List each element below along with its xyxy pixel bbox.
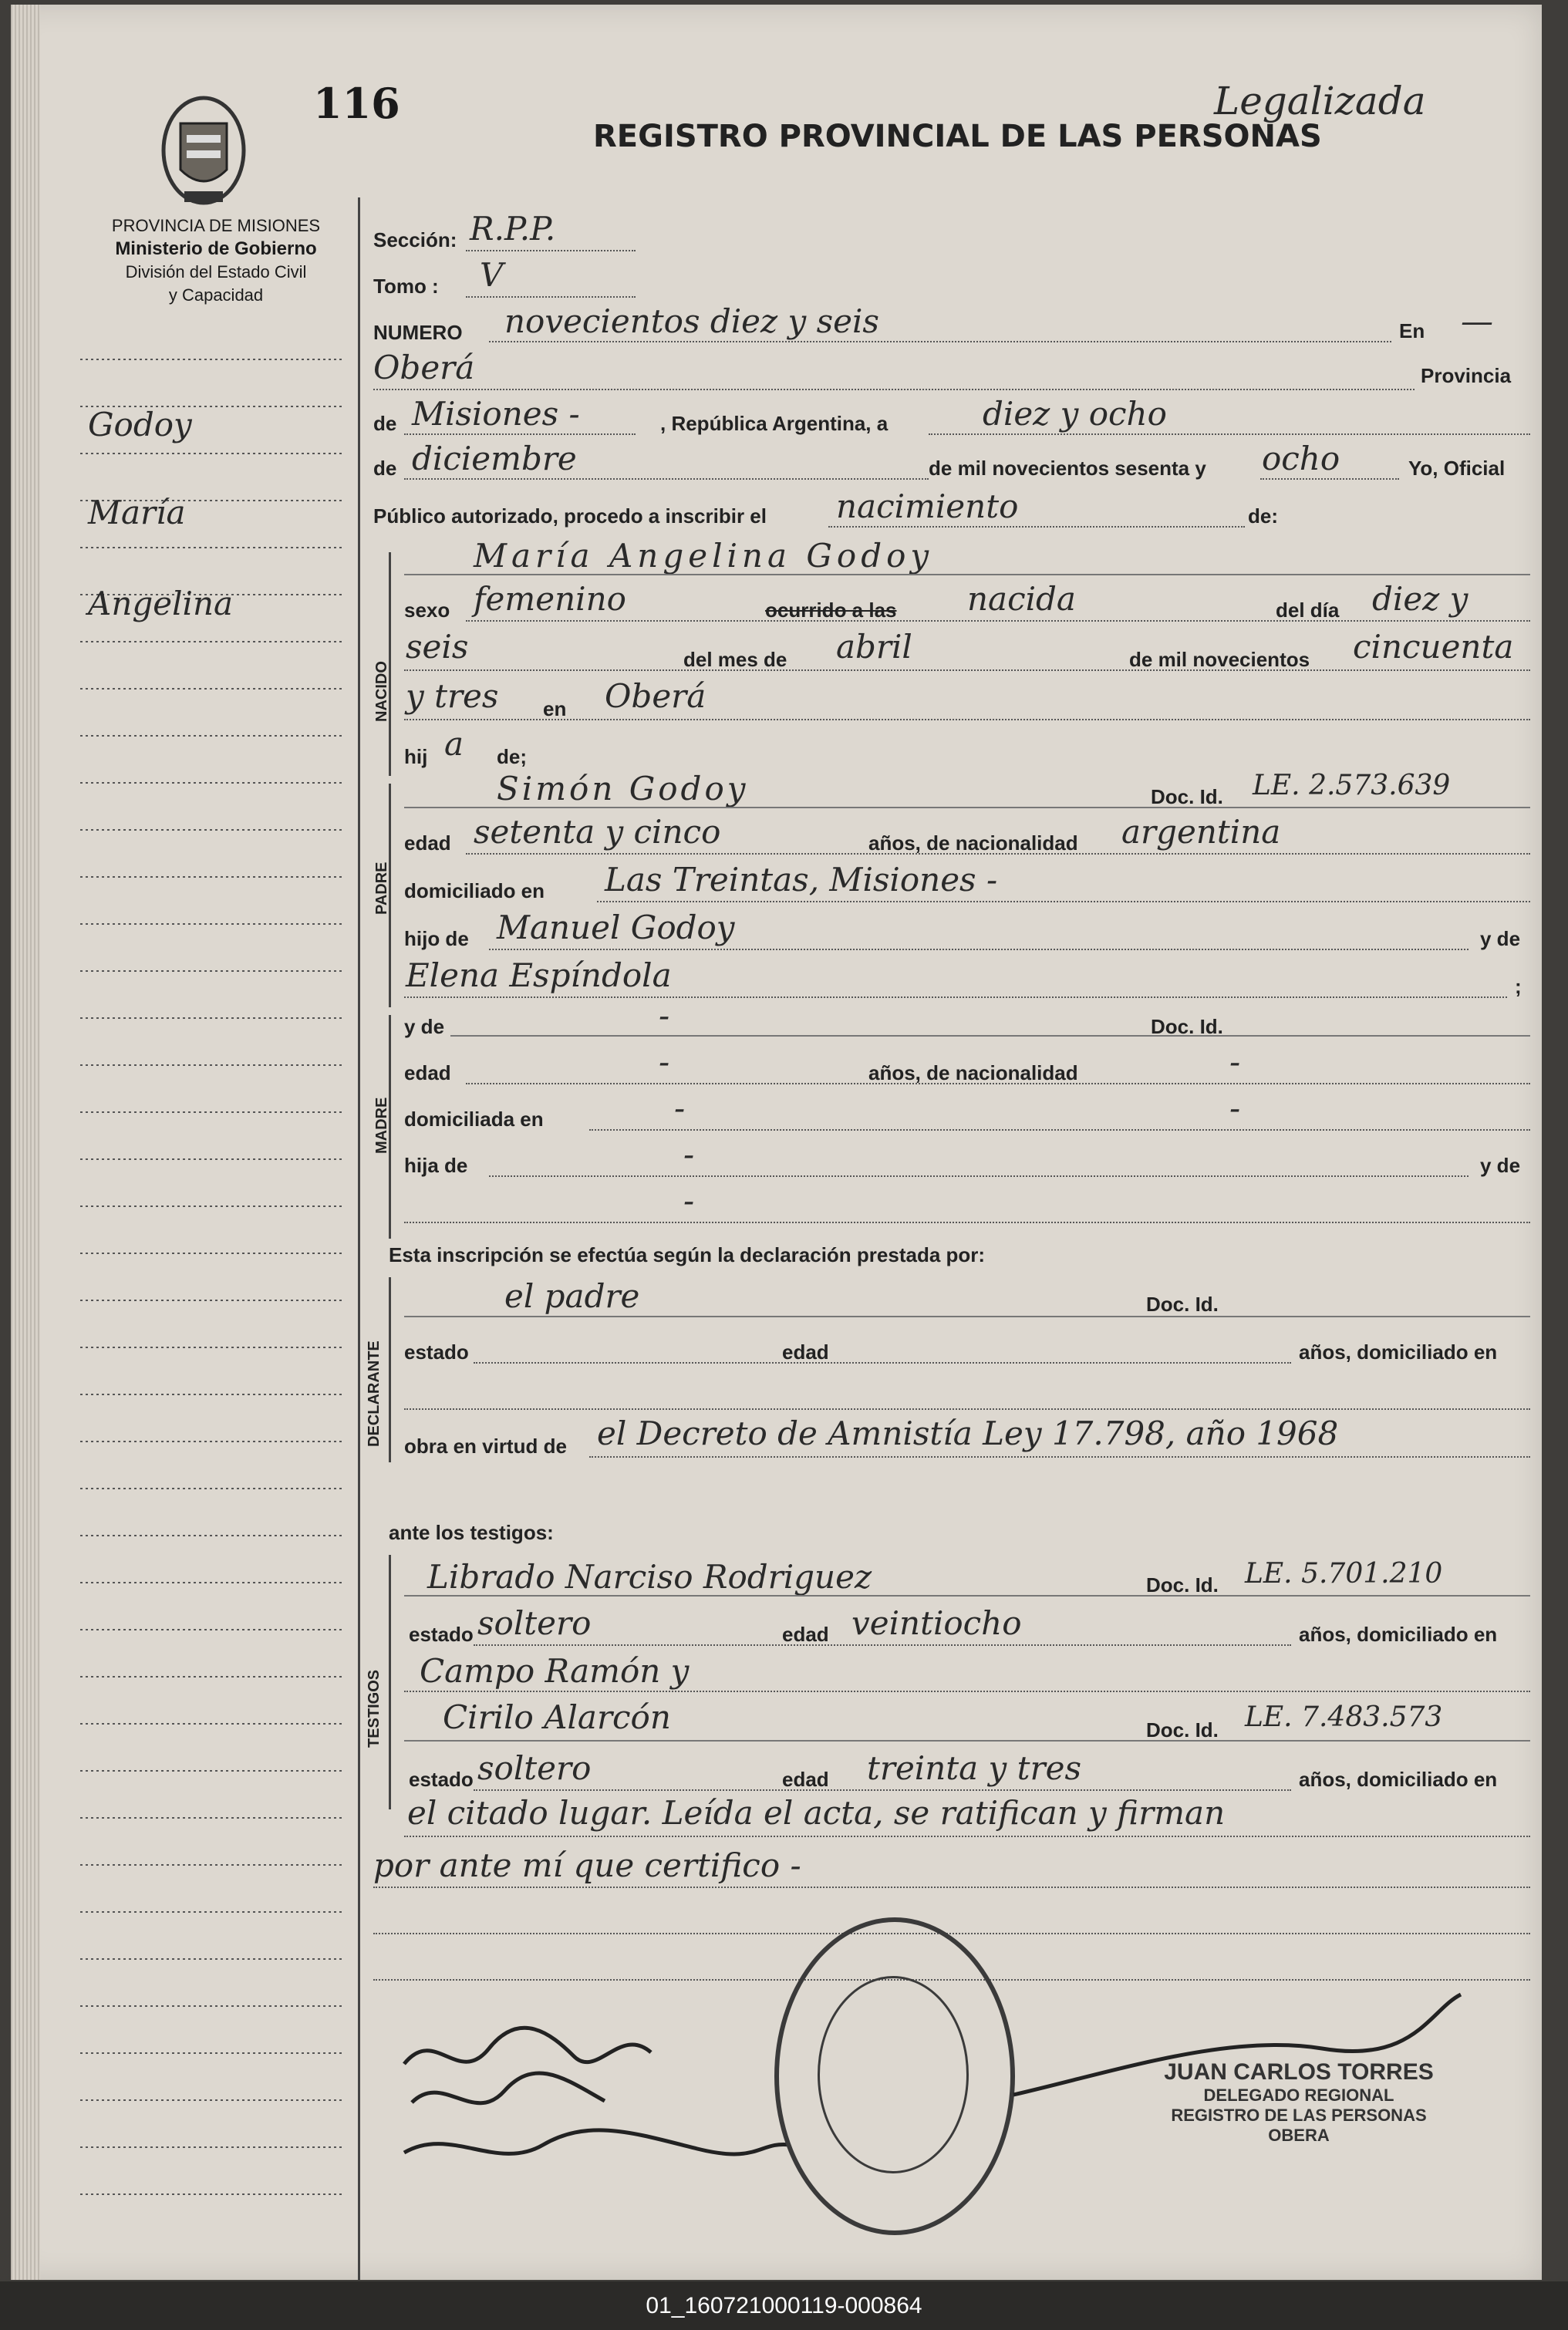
margin-second-name: Angelina: [88, 585, 234, 622]
document-page: [11, 5, 1542, 2280]
rule: [489, 341, 1391, 342]
value-padre-doc: LE. 2.573.639: [1253, 770, 1451, 801]
value-dia-nac: diez y: [1372, 580, 1469, 618]
rule: [373, 1933, 1530, 1934]
label-doc-id-t1: Doc. Id.: [1146, 1573, 1219, 1597]
label-ante-testigos: ante los testigos:: [389, 1521, 554, 1544]
value-anio-nac: cincuenta: [1353, 628, 1514, 666]
section-tag-nacido: NACIDO: [373, 661, 390, 722]
label-en: En: [1399, 319, 1425, 342]
rule: [404, 478, 929, 480]
section-rule-testigos: [389, 1555, 391, 1809]
rule: [597, 901, 1530, 902]
value-nombre-completo: María Angelina Godoy: [474, 537, 934, 575]
label-hijo-de: hijo de: [404, 927, 469, 950]
label-y-de-2: y de: [1480, 1154, 1521, 1177]
rule: [404, 1691, 1530, 1692]
rule: [589, 1456, 1530, 1458]
witness-signatures: [373, 2010, 836, 2203]
rule: [489, 949, 1469, 950]
rule: [474, 1644, 1291, 1646]
label-dom-madre: domiciliada en: [404, 1108, 544, 1131]
rule: [404, 1222, 1530, 1223]
label-del-mes: del mes de: [683, 648, 787, 671]
rule: [466, 250, 636, 251]
issuer-division: División del Estado Civil: [125, 262, 307, 282]
label-provincia: Provincia: [1421, 364, 1512, 387]
label-obra: obra en virtud de: [404, 1435, 567, 1458]
value-cierre-2: por ante mí que certifico -: [373, 1846, 801, 1884]
value-padre-edad: setenta y cinco: [474, 813, 721, 851]
rule: [373, 389, 1415, 390]
label-esta-inscripcion: Esta inscripción se efectúa según la declaración prestada por:: [389, 1243, 986, 1266]
official-name: JUAN CARLOS TORRES: [1164, 2059, 1434, 2085]
issuer-division-2: y Capacidad: [168, 285, 264, 305]
value-madre: -: [659, 996, 670, 1034]
label-anios-nac-madre: años, de nacionalidad: [868, 1061, 1078, 1084]
rule: [404, 669, 1530, 671]
value-testigo1-doc: LE. 5.701.210: [1245, 1558, 1443, 1590]
value-padre-nac: argentina: [1121, 813, 1281, 851]
value-abuela: Elena Espíndola: [406, 956, 672, 994]
label-y-de-madre: y de: [404, 1015, 445, 1038]
label-estado-t1: estado: [409, 1623, 474, 1646]
label-tomo: Tomo :: [373, 275, 439, 298]
label-edad-madre: edad: [404, 1061, 451, 1084]
value-cierre-1: el citado lugar. Leída el acta, se ratifican y firman: [407, 1794, 1226, 1832]
label-hij: hij: [404, 745, 428, 768]
margin-first-name: María: [88, 494, 186, 531]
coat-of-arms-icon: [157, 93, 250, 208]
value-mes-nac: abril: [836, 628, 912, 666]
label-edad-t2: edad: [782, 1768, 829, 1791]
label-edad-padre: edad: [404, 831, 451, 855]
value-numero: novecientos diez y seis: [504, 302, 879, 340]
page-number: 116: [313, 79, 400, 128]
label-hija-de: hija de: [404, 1154, 468, 1177]
rule: [404, 1595, 1530, 1597]
main-rule: [358, 197, 360, 2280]
label-edad-decl: edad: [782, 1340, 829, 1364]
binding-edge: [11, 5, 40, 2280]
rule: [404, 1316, 1530, 1317]
label-de-mil: de mil novecientos sesenta y: [929, 457, 1206, 480]
rule: [466, 1083, 1530, 1084]
rule: [404, 807, 1530, 808]
official-office: REGISTRO DE LAS PERSONAS: [1171, 2106, 1427, 2125]
rule: [466, 296, 636, 298]
rule: [474, 1362, 1291, 1364]
label-anios-nac-padre: años, de nacionalidad: [868, 831, 1078, 855]
value-anio: ocho: [1262, 440, 1340, 477]
value-lugar-nac: Oberá: [605, 677, 706, 715]
rule: [404, 1408, 1530, 1410]
value-testigo2-estado: soltero: [477, 1749, 592, 1787]
section-tag-testigos: TESTIGOS: [366, 1669, 383, 1748]
label-doc-id-decl: Doc. Id.: [1146, 1293, 1219, 1316]
document-title: REGISTRO PROVINCIAL DE LAS PERSONAS: [593, 119, 1322, 154]
label-doc-id-madre: Doc. Id.: [1151, 1015, 1223, 1038]
value-dia: diez y ocho: [983, 395, 1167, 433]
margin-note: Legalizada: [1214, 79, 1426, 123]
label-ocurrido: ocurrido a las: [765, 599, 897, 622]
official-title: DELEGADO REGIONAL: [1203, 2086, 1394, 2105]
value-localidad: Oberá: [373, 349, 475, 386]
value-testigo1: Librado Narciso Rodriguez: [427, 1558, 872, 1596]
issuer-province: PROVINCIA DE MISIONES: [111, 216, 321, 235]
value-testigo1-edad: veintiocho: [851, 1604, 1022, 1642]
value-hij-suffix: a: [444, 725, 464, 763]
label-anios-dom-decl: años, domiciliado en: [1299, 1340, 1498, 1364]
value-abuelo-m: -: [683, 1135, 695, 1173]
signature-block: [1098, 2059, 1499, 2146]
label-doc-id-t2: Doc. Id.: [1146, 1718, 1219, 1742]
value-testigo1-estado: soltero: [477, 1604, 592, 1642]
value-testigo2: Cirilo Alarcón: [443, 1698, 671, 1736]
section-rule-declarante: [389, 1277, 391, 1462]
margin-surname: Godoy: [88, 406, 192, 443]
image-footer-id: 01_160721000119-000864: [0, 2281, 1568, 2330]
label-del-dia: del día: [1276, 599, 1340, 622]
value-testigo2-edad: treinta y tres: [867, 1749, 1082, 1787]
rule: [589, 1129, 1530, 1131]
value-seccion: R.P.P.: [470, 210, 556, 248]
label-de-colon: de:: [1248, 504, 1278, 528]
issuer-block: [62, 214, 370, 307]
value-abuelo: Manuel Godoy: [497, 909, 735, 946]
label-republica: , República Argentina, a: [660, 412, 889, 435]
value-obra: el Decreto de Amnistía Ley 17.798, año 1968: [597, 1415, 1339, 1452]
value-abuela-m: -: [683, 1182, 695, 1219]
rule: [404, 1740, 1530, 1742]
label-mil-nov: de mil novecientos: [1129, 648, 1310, 671]
official-place: OBERA: [1268, 2126, 1330, 2145]
official-stamp: [774, 1917, 1015, 2235]
label-anios-dom-t2: años, domiciliado en: [1299, 1768, 1498, 1791]
rule: [466, 620, 1530, 622]
rule: [404, 1836, 1530, 1837]
value-en: —: [1461, 302, 1493, 340]
label-semicolon: ;: [1515, 975, 1522, 998]
value-dia-nac-2: seis: [406, 628, 469, 666]
section-tag-declarante: DECLARANTE: [366, 1340, 383, 1447]
rule: [404, 433, 636, 435]
value-nacida: nacida: [967, 580, 1076, 618]
label-de-semi: de;: [497, 745, 527, 768]
value-sexo: femenino: [474, 580, 626, 618]
issuer-ministry: Ministerio de Gobierno: [115, 238, 317, 259]
value-tomo: V: [480, 256, 504, 294]
label-estado-t2: estado: [409, 1768, 474, 1791]
label-anios-dom-t1: años, domiciliado en: [1299, 1623, 1498, 1646]
label-estado-decl: estado: [404, 1340, 469, 1364]
value-testigo1-dom: Campo Ramón y: [420, 1652, 690, 1690]
rule: [828, 526, 1245, 528]
value-testigo2-doc: LE. 7.483.573: [1245, 1701, 1443, 1733]
label-seccion: Sección:: [373, 228, 457, 251]
label-dom-padre: domiciliado en: [404, 879, 545, 902]
margin-ruling: [72, 344, 350, 2241]
label-de: de: [373, 412, 397, 435]
rule: [404, 719, 1530, 720]
rule: [466, 853, 1530, 855]
rule: [929, 433, 1530, 435]
value-madre-edad: -: [659, 1043, 670, 1081]
label-en-lc: en: [543, 697, 567, 720]
value-madre-dom: -: [674, 1089, 686, 1127]
rule: [373, 1887, 1530, 1888]
value-anio-nac-2: y tres: [406, 677, 499, 715]
label-numero: NUMERO: [373, 321, 463, 344]
section-tag-madre: MADRE: [373, 1097, 390, 1154]
value-madre-nac: -: [1229, 1043, 1241, 1081]
label-de-2: de: [373, 457, 397, 480]
rule: [1260, 478, 1399, 480]
label-doc-id-padre: Doc. Id.: [1151, 785, 1223, 808]
rule: [404, 996, 1507, 998]
rule: [404, 574, 1530, 575]
label-edad-t1: edad: [782, 1623, 829, 1646]
label-publico: Público autorizado, procedo a inscribir el: [373, 504, 767, 528]
value-provincia: Misiones -: [412, 395, 580, 433]
value-madre-dom-2: -: [1229, 1089, 1241, 1127]
value-padre: Simón Godoy: [497, 770, 749, 808]
label-yo-oficial: Yo, Oficial: [1408, 457, 1506, 480]
label-sexo: sexo: [404, 599, 450, 622]
value-acto: nacimiento: [836, 487, 1019, 525]
rule: [474, 1789, 1291, 1791]
value-padre-dom: Las Treintas, Misiones -: [605, 861, 998, 899]
rule: [489, 1175, 1469, 1177]
rule: [450, 1035, 1530, 1037]
value-mes: diciembre: [412, 440, 577, 477]
section-tag-padre: PADRE: [373, 862, 390, 915]
label-y-de: y de: [1480, 927, 1521, 950]
value-declarante: el padre: [504, 1277, 640, 1315]
